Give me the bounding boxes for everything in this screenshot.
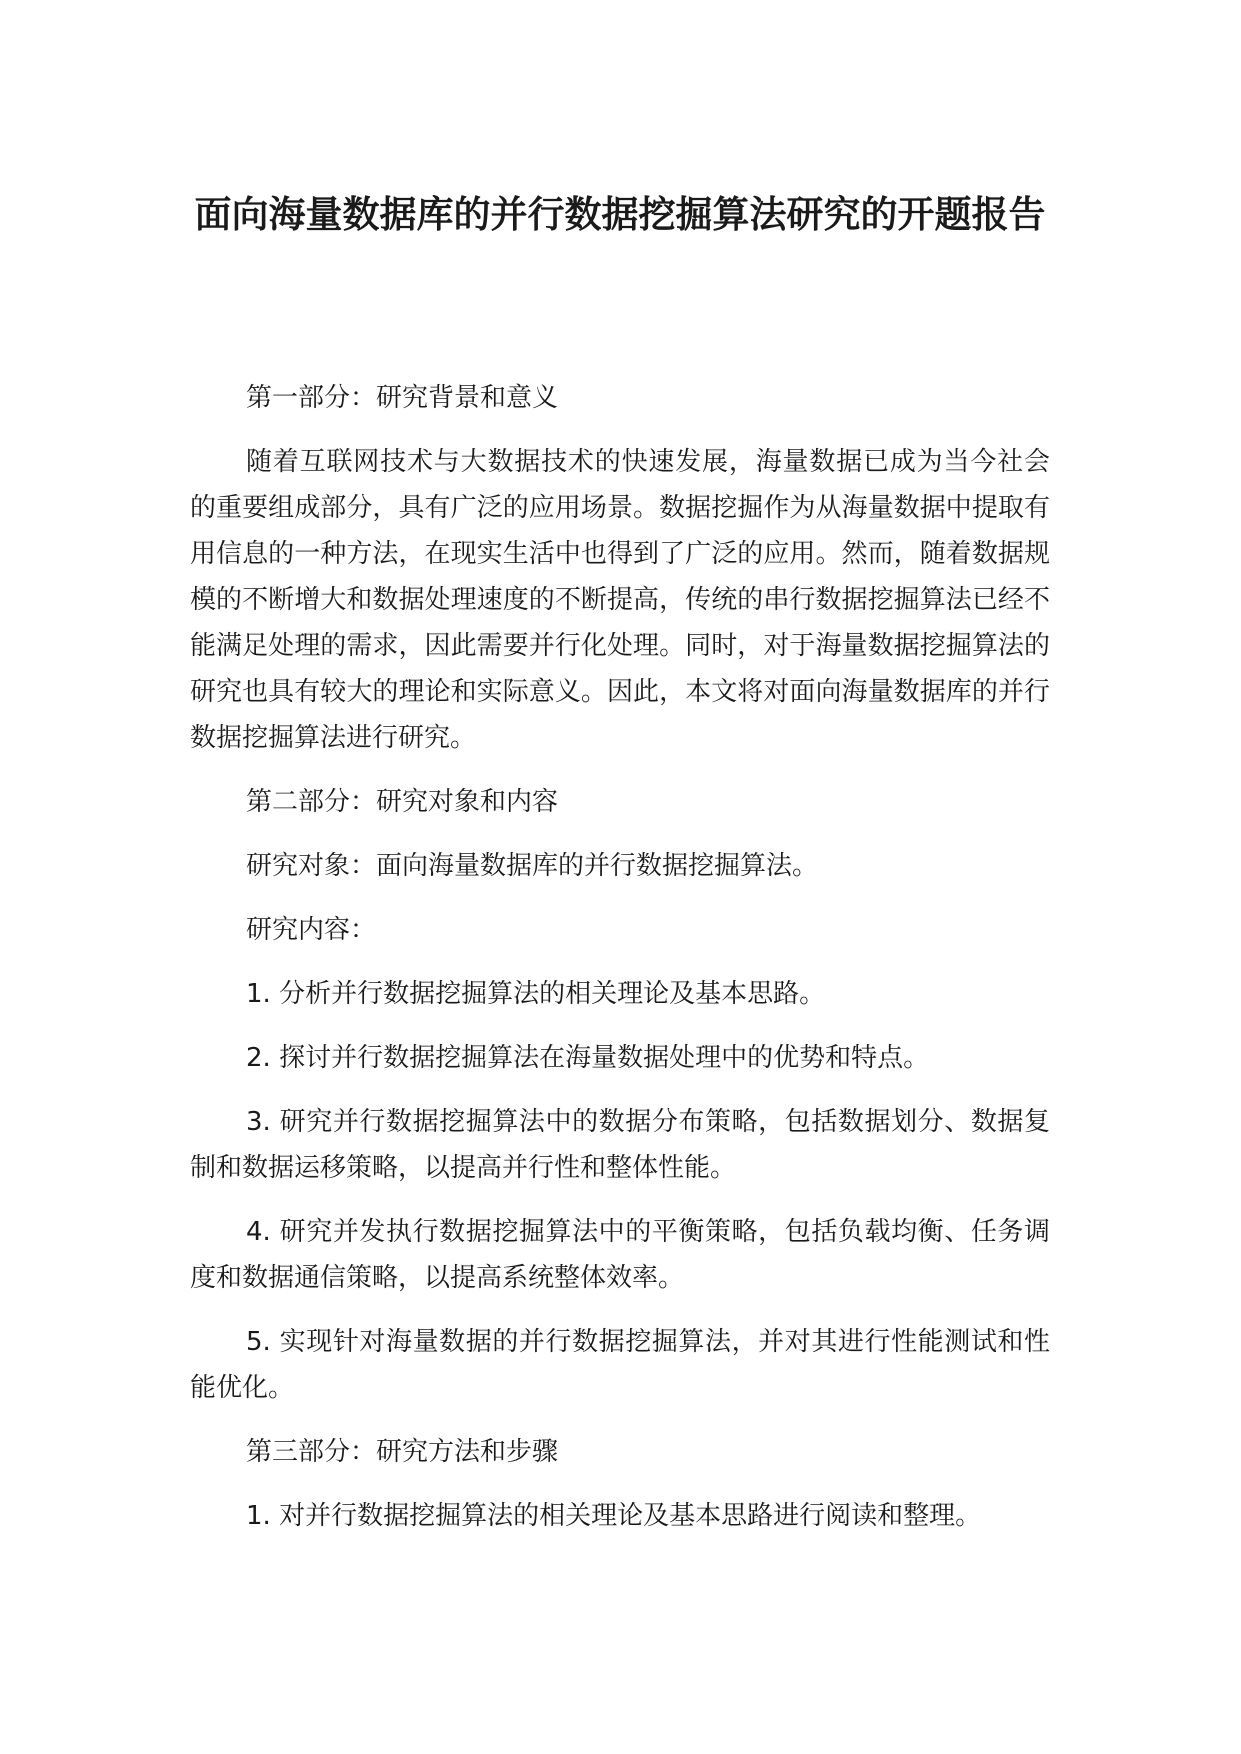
- section-heading-3: 第三部分：研究方法和步骤: [246, 1437, 559, 1467]
- section-heading-2: 第二部分：研究对象和内容: [246, 787, 559, 817]
- document-title: 面向海量数据库的并行数据挖掘算法研究的开题报告: [194, 193, 1046, 236]
- content-item-1: 1. 分析并行数据挖掘算法的相关理论及基本思路。: [246, 979, 826, 1009]
- research-object-line: 研究对象：面向海量数据库的并行数据挖掘算法。: [246, 851, 819, 881]
- research-content-label: 研究内容：: [246, 915, 377, 945]
- content-item-4: 4. 研究并发执行数据挖掘算法中的平衡策略，包括负载均衡、任务调度和数据通信策略，以提高系统整体效率。: [190, 1217, 1050, 1293]
- method-item-1: 1. 对并行数据挖掘算法的相关理论及基本思路进行阅读和整理。: [246, 1501, 982, 1531]
- content-item-2: 2. 探讨并行数据挖掘算法在海量数据处理中的优势和特点。: [246, 1043, 930, 1073]
- paragraph-background: 随着互联网技术与大数据技术的快速发展，海量数据已成为当今社会的重要组成部分，具有广泛的应用场景。数据挖掘作为从海量数据中提取有用信息的一种方法，在现实生活中也得到了广泛的应用。然而，随着数据规模的不断增大和数据处理速度的不断提高，传统的串行数据挖掘算法已经不能满足处理的需求，因此需要并行化处理。同时，对于海量数据挖掘算法的研究也具有较大的理论和实际意义。因此，本文将对面向海量数据库的并行数据挖掘算法进行研究。: [190, 447, 1050, 753]
- document-body: [190, 375, 1050, 1557]
- content-item-3: 3. 研究并行数据挖掘算法中的数据分布策略，包括数据划分、数据复制和数据运移策略，以提高并行性和整体性能。: [190, 1107, 1050, 1183]
- content-item-5: 5. 实现针对海量数据的并行数据挖掘算法，并对其进行性能测试和性能优化。: [190, 1327, 1050, 1403]
- section-heading-1: 第一部分：研究背景和意义: [246, 383, 559, 413]
